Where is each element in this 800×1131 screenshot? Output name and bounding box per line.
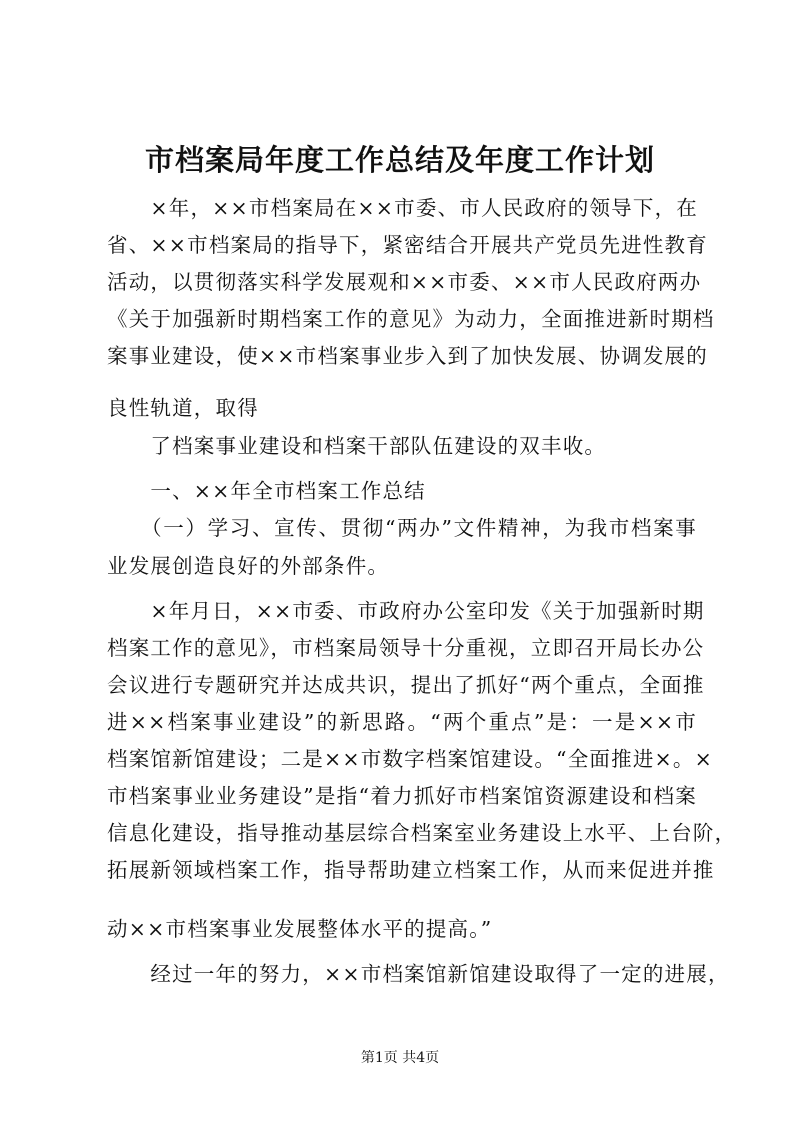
body-line: 良性轨道，取得 (107, 396, 259, 420)
body-line: 档案工作的意见》，市档案局领导十分重视，立即召开局长办公 (107, 636, 705, 660)
body-line: 动××市档案事业发展整体水平的提高。” (107, 917, 493, 941)
body-line: 拓展新领域档案工作，指导帮助建立档案工作，从而来促进并推 (107, 858, 715, 882)
body-line: ×年月日，××市委、市政府办公室印发《关于加强新时期 (107, 599, 705, 623)
body-line: 案事业建设，使××市档案事业步入到了加快发展、协调发展的 (107, 344, 708, 368)
body-line: 经过一年的努力，××市档案馆新馆建设取得了一定的进展， (107, 962, 730, 986)
subsection-heading: （一）学习、宣传、贯彻“两办”文件精神，为我市档案事 (107, 516, 697, 540)
body-line: 了档案事业建设和档案干部队伍建设的双丰收。 (107, 434, 607, 458)
body-line: 会议进行专题研究并达成共识，提出了抓好“两个重点，全面推 (107, 673, 705, 697)
body-line: ×年，××市档案局在××市委、市人民政府的领导下，在 (107, 196, 698, 220)
page-footer: 第1页 共4页 (360, 1050, 440, 1066)
body-line: 《关于加强新时期档案工作的意见》为动力，全面推进新时期档 (107, 307, 715, 331)
body-line: 省、××市档案局的指导下，紧密结合开展共产党员先进性教育 (107, 233, 708, 257)
document-title: 市档案局年度工作总结及年度工作计划 (144, 143, 655, 177)
body-line: 市档案事业业务建设”是指“着力抓好市档案馆资源建设和档案 (107, 784, 697, 808)
body-line: 信息化建设，指导推动基层综合档案室业务建设上水平、上台阶， (107, 821, 737, 845)
section-heading: 一、××年全市档案工作总结 (107, 479, 426, 503)
body-line: 进××档案事业建设”的新思路。“两个重点”是：一是××市 (107, 710, 697, 734)
body-line: 活动，以贯彻落实科学发展观和××市委、××市人民政府两办 (107, 270, 702, 294)
subsection-heading: 业发展创造良好的外部条件。 (107, 554, 390, 578)
body-line: 档案馆新馆建设；二是××市数字档案馆建设。“全面推进×。× (107, 747, 713, 771)
